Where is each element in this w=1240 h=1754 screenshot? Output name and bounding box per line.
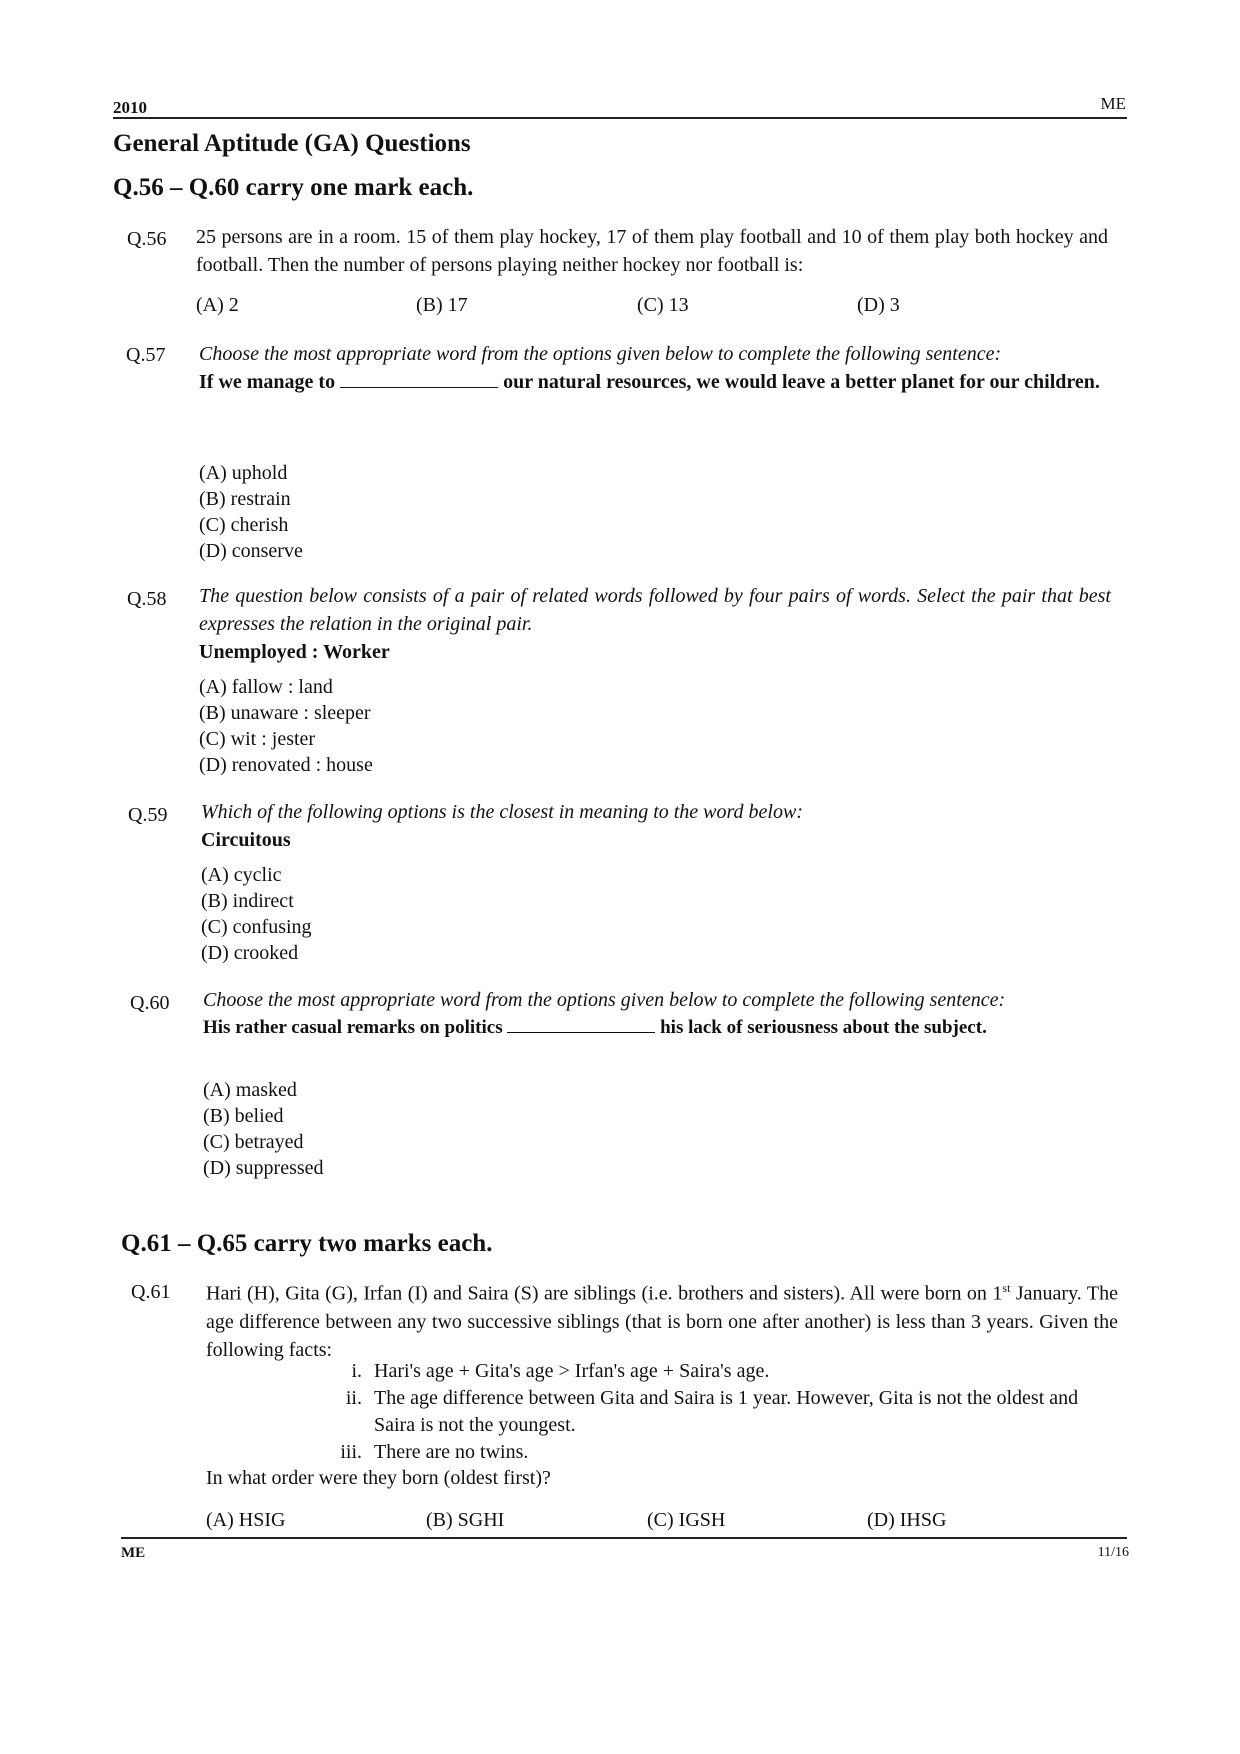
q61-text-start: Hari (H), Gita (G), Irfan (I) and Saira (S) are siblings (i.e. brothers and sisters). All were born on 1 (206, 1282, 1003, 1305)
q61-text-end: January. The age difference between any two successive siblings (that is born one after another) is less than 3 years. Given the following facts: (206, 1282, 1118, 1361)
q57-sentence-end: our natural resources, we would leave a better planet for our children. (503, 371, 1100, 393)
q61-fact-2 (322, 1385, 1112, 1439)
page-title: General Aptitude (GA) Questions (113, 130, 471, 157)
q59-body (201, 798, 1113, 854)
q61-fact-2-text: The age difference between Gita and Saira is 1 year. However, Gita is not the oldest and Saira is not the youngest. (374, 1387, 1079, 1436)
q57-sentence-start: If we manage to (199, 371, 336, 393)
q60-instruction: Choose the most appropriate word from the options given below to complete the following sentence: (203, 989, 1006, 1011)
footer-paper-code: ME (121, 1545, 146, 1561)
q57-instruction: Choose the most appropriate word from the options given below to complete the following sentence: (199, 343, 1002, 365)
q58-option-d: (D) renovated : house (199, 754, 373, 776)
q61-text-superscript: st (1002, 1281, 1011, 1295)
q56-option-c: (C) 13 (637, 294, 689, 316)
q58-instruction: The question below consists of a pair of related words followed by four pairs of words. Select the pair that best expresses the relation in the original pair. (199, 585, 1111, 635)
q59-option-b: (B) indirect (201, 890, 294, 912)
q56-option-b: (B) 17 (416, 294, 468, 316)
header-year: 2010 (113, 98, 147, 117)
q60-number: Q.60 (130, 992, 170, 1014)
q61-number: Q.61 (131, 1281, 171, 1303)
q60-option-a: (A) masked (203, 1079, 297, 1101)
q61-fact-3-text: There are no twins. (374, 1441, 529, 1463)
q56-text: 25 persons are in a room. 15 of them play hockey, 17 of them play football and 10 of them play both hockey and football. Then the number of persons playing neither hockey nor football is: (196, 226, 1108, 276)
q60-option-b: (B) belied (203, 1105, 284, 1127)
header-paper-code: ME (1100, 94, 1126, 113)
q61-question: In what order were they born (oldest first)? (206, 1467, 551, 1489)
q58-word-pair: Unemployed : Worker (199, 641, 390, 663)
q60-body (203, 986, 1115, 1042)
q57-blank (340, 387, 498, 388)
q61-fact-3-numeral: iii. (340, 1441, 362, 1463)
q60-sentence-start: His rather casual remarks on politics (203, 1017, 503, 1038)
q57-options (199, 460, 303, 564)
q58-options (199, 674, 373, 778)
q61-fact-1-numeral: i. (351, 1360, 362, 1382)
q58-body (199, 582, 1111, 666)
q57-body (199, 340, 1111, 396)
q59-option-a: (A) cyclic (201, 864, 282, 886)
q61-option-a: (A) HSIG (206, 1509, 286, 1531)
q60-blank (507, 1032, 655, 1033)
q59-word: Circuitous (201, 829, 291, 851)
q59-options (201, 862, 312, 966)
header-divider (113, 117, 1127, 119)
q60-option-c: (C) betrayed (203, 1131, 304, 1153)
q57-option-b: (B) restrain (199, 488, 291, 510)
q61-fact-3 (322, 1439, 1112, 1466)
q57-number: Q.57 (126, 344, 166, 366)
q56-option-d: (D) 3 (857, 294, 900, 316)
q61-facts (322, 1358, 1112, 1466)
q58-option-a: (A) fallow : land (199, 676, 333, 698)
q61-option-c: (C) IGSH (647, 1509, 726, 1531)
footer-divider (121, 1537, 1127, 1539)
q60-option-d: (D) suppressed (203, 1157, 324, 1179)
q61-option-d: (D) IHSG (867, 1509, 947, 1531)
q57-option-c: (C) cherish (199, 514, 289, 536)
q57-option-d: (D) conserve (199, 540, 303, 562)
q61-fact-1 (322, 1358, 1112, 1385)
q60-sentence (203, 1014, 1115, 1042)
q61-text (206, 1274, 1118, 1364)
section-heading-two-marks: Q.61 – Q.65 carry two marks each. (121, 1230, 493, 1257)
q59-option-c: (C) confusing (201, 916, 312, 938)
q58-option-b: (B) unaware : sleeper (199, 702, 371, 724)
q59-instruction: Which of the following options is the closest in meaning to the word below: (201, 801, 803, 823)
q56-number: Q.56 (127, 228, 167, 250)
q61-option-b: (B) SGHI (426, 1509, 505, 1531)
q60-sentence-end: his lack of seriousness about the subject. (660, 1017, 987, 1038)
q61-fact-2-numeral: ii. (345, 1387, 362, 1409)
q59-number: Q.59 (128, 804, 168, 826)
q57-sentence (199, 368, 1111, 396)
q58-option-c: (C) wit : jester (199, 728, 316, 750)
q59-option-d: (D) crooked (201, 942, 299, 964)
q57-option-a: (A) uphold (199, 462, 288, 484)
q58-number: Q.58 (127, 588, 167, 610)
footer-page-number: 11/16 (1097, 1545, 1129, 1560)
section-heading-one-mark: Q.56 – Q.60 carry one mark each. (113, 174, 474, 201)
q60-options (203, 1077, 324, 1181)
q61-fact-1-text: Hari's age + Gita's age > Irfan's age + Saira's age. (374, 1360, 770, 1382)
q56-option-a: (A) 2 (196, 294, 239, 316)
